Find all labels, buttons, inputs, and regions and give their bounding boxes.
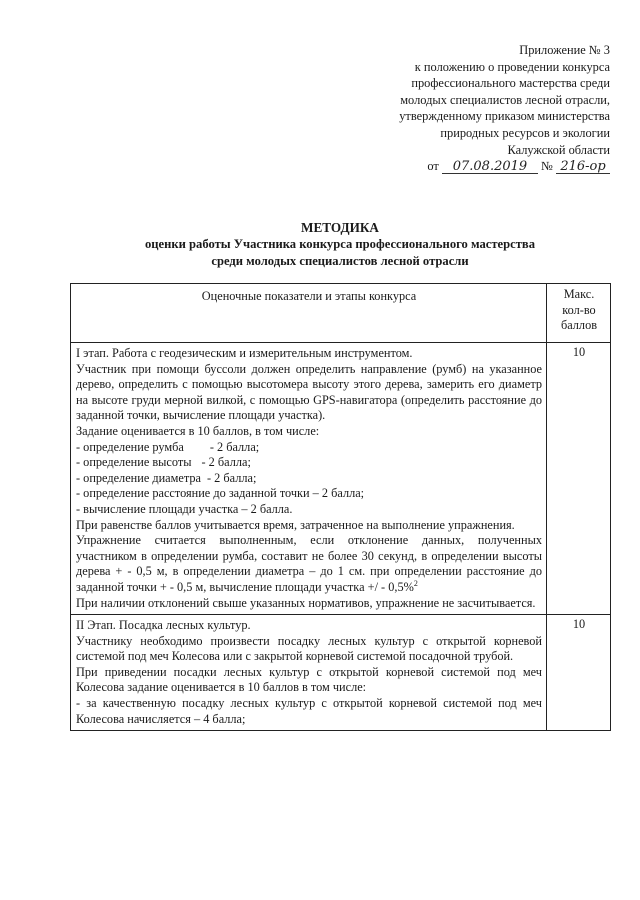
stage2-title: II Этап. Посадка лесных культур.	[76, 618, 251, 633]
header-max-points: Макс. кол-во баллов	[547, 284, 611, 343]
stage2-description: Участнику необходимо произвести посадку лесных культур с открытой корневой системой под меч Колесова или с закрытой корневой системой посадочной трубой.	[76, 633, 542, 664]
stage1-item: - определение диаметра - 2 балла;	[76, 470, 257, 485]
stage2-cell	[71, 615, 547, 731]
order-number-label: №	[541, 159, 553, 174]
stage1-item: - определение румба - 2 балла;	[76, 439, 260, 454]
stage1-item: - вычисление площади участка – 2 балла.	[76, 501, 293, 516]
stage1-points: 10	[547, 343, 611, 615]
stage1-title: I этап. Работа с геодезическим и измерительным инструментом.	[76, 346, 413, 360]
appendix-line: утвержденному приказом министерства	[399, 109, 610, 124]
appendix-line: природных ресурсов и экологии	[440, 125, 610, 140]
title-line-2: оценки работы Участника конкурса профессионального мастерства	[144, 237, 535, 251]
appendix-line: молодых специалистов лесной отрасли,	[400, 92, 610, 107]
stage1-score-intro: Задание оценивается в 10 баллов, в том числе:	[76, 423, 320, 438]
document-title	[70, 219, 610, 270]
appendix-line: Калужской области	[507, 142, 610, 157]
stage1-exceed-rule: При наличии отклонений свыше указанных нормативов, упражнение не засчитывается.	[76, 595, 536, 610]
header-criteria: Оценочные показатели и этапы конкурса	[71, 284, 547, 343]
stage1-description: Участник при помощи буссоли должен определить направление (румб) на указанное дерево, определить с помощью высотомера высоту этого дерева, замерить его диаметр на высоте груди мерной вилкой, с помощью GPS-навигатора (определить расстояние до заданной точки, вычисление площади участка).	[76, 361, 542, 423]
order-number: 216-ор	[556, 160, 610, 174]
stage1-item: - определение расстояние до заданной точки – 2 балла;	[76, 486, 365, 501]
title-line-3: среди молодых специалистов лесной отрасли	[211, 254, 469, 268]
order-reference	[310, 158, 610, 175]
appendix-block	[310, 42, 610, 175]
stage2-points: 10	[547, 615, 611, 731]
order-prefix: от	[427, 159, 439, 174]
stage1-cell	[71, 343, 547, 615]
appendix-line: профессионального мастерства среди	[411, 76, 610, 91]
stage1-item: - определение высоты - 2 балла;	[76, 455, 251, 470]
order-date: 07.08.2019	[442, 160, 538, 174]
stage1-tie-rule: При равенстве баллов учитывается время, затраченное на выполнение упражнения.	[76, 517, 515, 532]
table-header-row	[71, 284, 611, 343]
evaluation-table	[70, 283, 611, 731]
stage2-when: При приведении посадки лесных культур с открытой корневой системой под меч Колесова задание оценивается в 10 баллов в том числе:	[76, 664, 542, 695]
table-row	[71, 615, 611, 731]
appendix-line: Приложение № 3	[519, 43, 610, 57]
title-main: МЕТОДИКА	[301, 220, 379, 235]
stage2-item: - за качественную посадку лесных культур с открытой корневой системой под меч Колесова начисляется – 4 балла;	[76, 696, 542, 726]
stage1-completion-rule: Упражнение считается выполненным, если отклонение данных, полученных участником в определении румба, составит не более 30 секунд, в определении высоты дерева + - 0,5 м, в определении диаметра – до 1 см. при определении расстояние до заданной точки + - 0,5 м, вычисление площади участка +/ - 0,5%$^2$	[76, 533, 542, 594]
appendix-line: к положению о проведении конкурса	[414, 59, 610, 74]
table-row	[71, 343, 611, 615]
